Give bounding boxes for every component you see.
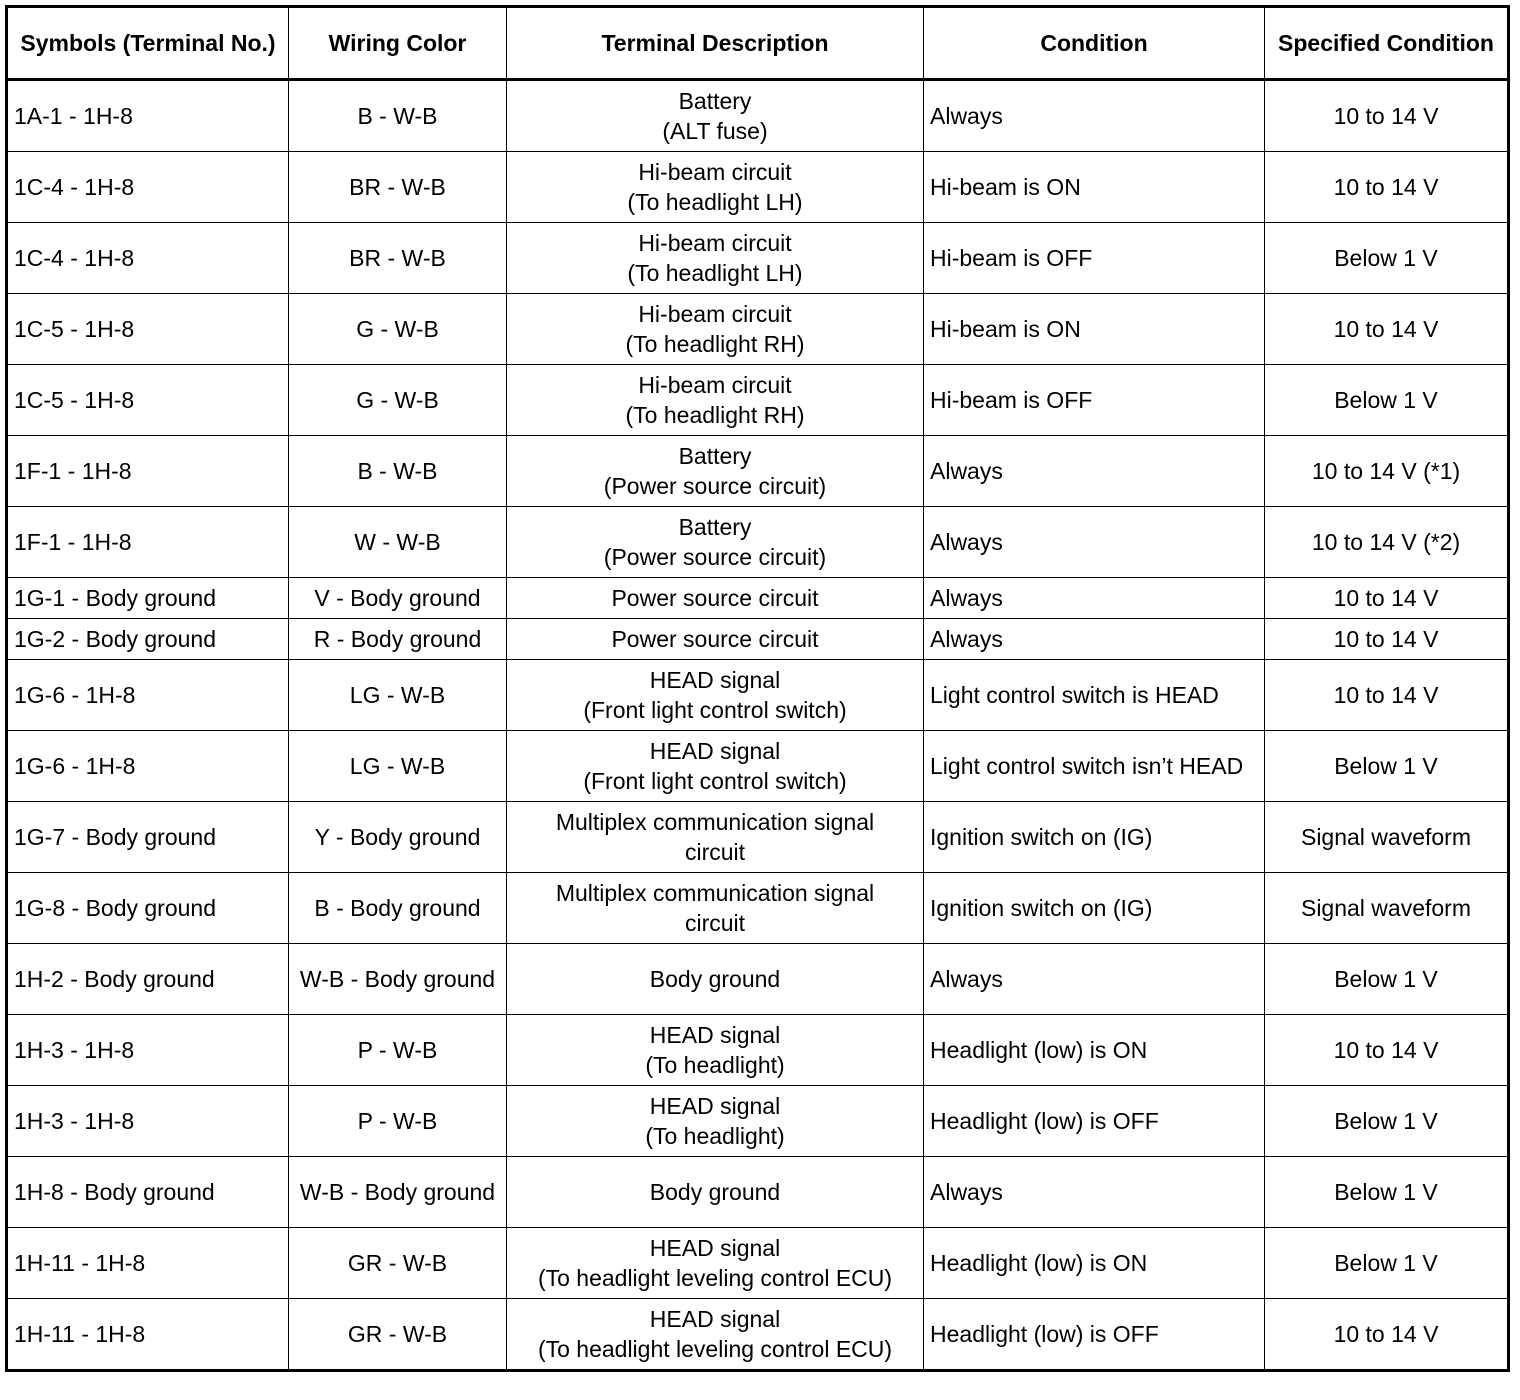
cell-wiring-color: V - Body ground <box>289 578 507 619</box>
cell-terminal-description: Power source circuit <box>507 619 924 660</box>
cell-symbols: 1C-5 - 1H-8 <box>7 365 289 436</box>
table-row <box>7 294 1509 365</box>
cell-specified-condition: 10 to 14 V <box>1265 152 1509 223</box>
cell-symbols: 1C-4 - 1H-8 <box>7 223 289 294</box>
cell-symbols: 1G-1 - Body ground <box>7 578 289 619</box>
description-line-2: (Front light control switch) <box>583 768 847 794</box>
description-line-1: HEAD signal <box>649 667 781 693</box>
cell-condition: Ignition switch on (IG) <box>924 873 1265 944</box>
description-line-2: (To headlight) <box>645 1052 785 1078</box>
cell-terminal-description <box>507 873 924 944</box>
description-line-2: circuit <box>684 910 746 936</box>
cell-symbols: 1G-6 - 1H-8 <box>7 731 289 802</box>
description-line-2: circuit <box>684 839 746 865</box>
cell-terminal-description <box>507 660 924 731</box>
cell-symbols: 1H-3 - 1H-8 <box>7 1015 289 1086</box>
cell-wiring-color: B - W-B <box>289 436 507 507</box>
cell-specified-condition: Below 1 V <box>1265 1157 1509 1228</box>
cell-specified-condition: Signal waveform <box>1265 873 1509 944</box>
cell-wiring-color: R - Body ground <box>289 619 507 660</box>
cell-specified-condition: 10 to 14 V (*2) <box>1265 507 1509 578</box>
cell-wiring-color: W - W-B <box>289 507 507 578</box>
cell-condition: Ignition switch on (IG) <box>924 802 1265 873</box>
cell-wiring-color: W-B - Body ground <box>289 944 507 1015</box>
cell-symbols: 1A-1 - 1H-8 <box>7 80 289 152</box>
description-line-1: HEAD signal <box>649 1093 781 1119</box>
description-line-1: HEAD signal <box>649 1235 781 1261</box>
description-line-2: (To headlight RH) <box>625 331 805 357</box>
description-line-2: (To headlight leveling control ECU) <box>537 1265 893 1291</box>
cell-condition: Hi-beam is OFF <box>924 365 1265 436</box>
cell-specified-condition: 10 to 14 V <box>1265 80 1509 152</box>
cell-specified-condition: Below 1 V <box>1265 1228 1509 1299</box>
cell-terminal-description <box>507 294 924 365</box>
header-symbols: Symbols (Terminal No.) <box>7 7 289 80</box>
cell-symbols: 1H-11 - 1H-8 <box>7 1228 289 1299</box>
cell-wiring-color: BR - W-B <box>289 223 507 294</box>
description-line-1: HEAD signal <box>649 1022 781 1048</box>
cell-terminal-description <box>507 1299 924 1371</box>
description-line-1: Multiplex communication signal <box>555 880 875 906</box>
cell-wiring-color: B - W-B <box>289 80 507 152</box>
cell-wiring-color: Y - Body ground <box>289 802 507 873</box>
cell-condition: Always <box>924 80 1265 152</box>
table-body <box>7 80 1509 1371</box>
cell-condition: Headlight (low) is OFF <box>924 1299 1265 1371</box>
cell-condition: Hi-beam is ON <box>924 294 1265 365</box>
description-line-2: (To headlight RH) <box>625 402 805 428</box>
description-line-1: HEAD signal <box>649 738 781 764</box>
cell-symbols: 1G-8 - Body ground <box>7 873 289 944</box>
description-line-1: Battery <box>678 514 752 540</box>
table-row <box>7 802 1509 873</box>
table-row <box>7 436 1509 507</box>
cell-specified-condition: 10 to 14 V <box>1265 619 1509 660</box>
table-row <box>7 152 1509 223</box>
cell-terminal-description <box>507 1015 924 1086</box>
cell-specified-condition: Signal waveform <box>1265 802 1509 873</box>
cell-terminal-description <box>507 731 924 802</box>
table-row <box>7 660 1509 731</box>
cell-terminal-description <box>507 436 924 507</box>
table-row <box>7 1015 1509 1086</box>
header-condition: Condition <box>924 7 1265 80</box>
cell-specified-condition: Below 1 V <box>1265 944 1509 1015</box>
description-line-1: HEAD signal <box>649 1306 781 1332</box>
cell-condition: Always <box>924 944 1265 1015</box>
header-specified-condition: Specified Condition <box>1265 7 1509 80</box>
cell-terminal-description <box>507 1086 924 1157</box>
cell-specified-condition: Below 1 V <box>1265 223 1509 294</box>
description-line-2: (Power source circuit) <box>603 544 827 570</box>
cell-specified-condition: 10 to 14 V <box>1265 1299 1509 1371</box>
cell-condition: Hi-beam is OFF <box>924 223 1265 294</box>
cell-wiring-color: LG - W-B <box>289 660 507 731</box>
description-line-1: Hi-beam circuit <box>638 159 792 185</box>
table-row <box>7 80 1509 152</box>
description-line-1: Hi-beam circuit <box>638 301 792 327</box>
cell-condition: Headlight (low) is ON <box>924 1228 1265 1299</box>
cell-symbols: 1C-5 - 1H-8 <box>7 294 289 365</box>
description-line-1: Battery <box>678 443 752 469</box>
table-row <box>7 1157 1509 1228</box>
cell-condition: Always <box>924 436 1265 507</box>
cell-condition: Always <box>924 619 1265 660</box>
cell-terminal-description <box>507 152 924 223</box>
table-row <box>7 1228 1509 1299</box>
cell-symbols: 1H-11 - 1H-8 <box>7 1299 289 1371</box>
description-line-2: (Front light control switch) <box>583 697 847 723</box>
header-terminal-description: Terminal Description <box>507 7 924 80</box>
table-row <box>7 1086 1509 1157</box>
cell-specified-condition: 10 to 14 V (*1) <box>1265 436 1509 507</box>
cell-terminal-description <box>507 1228 924 1299</box>
cell-terminal-description: Body ground <box>507 1157 924 1228</box>
description-line-2: (ALT fuse) <box>662 118 768 144</box>
cell-wiring-color: GR - W-B <box>289 1228 507 1299</box>
table-header <box>7 7 1509 80</box>
cell-condition: Hi-beam is ON <box>924 152 1265 223</box>
cell-wiring-color: LG - W-B <box>289 731 507 802</box>
description-line-2: (Power source circuit) <box>603 473 827 499</box>
cell-wiring-color: G - W-B <box>289 365 507 436</box>
cell-wiring-color: G - W-B <box>289 294 507 365</box>
table-row <box>7 873 1509 944</box>
cell-symbols: 1G-7 - Body ground <box>7 802 289 873</box>
table-row <box>7 944 1509 1015</box>
cell-symbols: 1F-1 - 1H-8 <box>7 507 289 578</box>
cell-specified-condition: Below 1 V <box>1265 731 1509 802</box>
header-row <box>7 7 1509 80</box>
cell-symbols: 1H-2 - Body ground <box>7 944 289 1015</box>
cell-terminal-description <box>507 507 924 578</box>
cell-wiring-color: P - W-B <box>289 1086 507 1157</box>
description-line-2: (To headlight LH) <box>627 260 803 286</box>
cell-terminal-description <box>507 223 924 294</box>
cell-condition: Light control switch isn’t HEAD <box>924 731 1265 802</box>
table-row <box>7 507 1509 578</box>
cell-terminal-description <box>507 365 924 436</box>
description-line-1: Hi-beam circuit <box>638 372 792 398</box>
cell-condition: Headlight (low) is ON <box>924 1015 1265 1086</box>
cell-terminal-description: Body ground <box>507 944 924 1015</box>
cell-wiring-color: BR - W-B <box>289 152 507 223</box>
header-wiring-color: Wiring Color <box>289 7 507 80</box>
cell-specified-condition: 10 to 14 V <box>1265 1015 1509 1086</box>
cell-wiring-color: B - Body ground <box>289 873 507 944</box>
cell-terminal-description: Power source circuit <box>507 578 924 619</box>
cell-symbols: 1F-1 - 1H-8 <box>7 436 289 507</box>
description-line-1: Battery <box>678 88 752 114</box>
cell-wiring-color: P - W-B <box>289 1015 507 1086</box>
table-row <box>7 578 1509 619</box>
cell-condition: Headlight (low) is OFF <box>924 1086 1265 1157</box>
table-row <box>7 365 1509 436</box>
cell-specified-condition: 10 to 14 V <box>1265 660 1509 731</box>
cell-specified-condition: Below 1 V <box>1265 365 1509 436</box>
cell-symbols: 1H-8 - Body ground <box>7 1157 289 1228</box>
table-row <box>7 619 1509 660</box>
cell-wiring-color: GR - W-B <box>289 1299 507 1371</box>
cell-specified-condition: 10 to 14 V <box>1265 294 1509 365</box>
description-line-2: (To headlight LH) <box>627 189 803 215</box>
cell-condition: Always <box>924 578 1265 619</box>
description-line-2: (To headlight leveling control ECU) <box>537 1336 893 1362</box>
cell-symbols: 1G-2 - Body ground <box>7 619 289 660</box>
table-row <box>7 223 1509 294</box>
table-row <box>7 731 1509 802</box>
terminal-spec-table <box>5 5 1510 1372</box>
cell-specified-condition: Below 1 V <box>1265 1086 1509 1157</box>
cell-symbols: 1H-3 - 1H-8 <box>7 1086 289 1157</box>
cell-condition: Always <box>924 1157 1265 1228</box>
description-line-1: Multiplex communication signal <box>555 809 875 835</box>
description-line-1: Hi-beam circuit <box>638 230 792 256</box>
cell-symbols: 1G-6 - 1H-8 <box>7 660 289 731</box>
cell-specified-condition: 10 to 14 V <box>1265 578 1509 619</box>
cell-symbols: 1C-4 - 1H-8 <box>7 152 289 223</box>
cell-condition: Always <box>924 507 1265 578</box>
cell-wiring-color: W-B - Body ground <box>289 1157 507 1228</box>
cell-terminal-description <box>507 802 924 873</box>
table-row <box>7 1299 1509 1371</box>
cell-condition: Light control switch is HEAD <box>924 660 1265 731</box>
cell-terminal-description <box>507 80 924 152</box>
description-line-2: (To headlight) <box>645 1123 785 1149</box>
